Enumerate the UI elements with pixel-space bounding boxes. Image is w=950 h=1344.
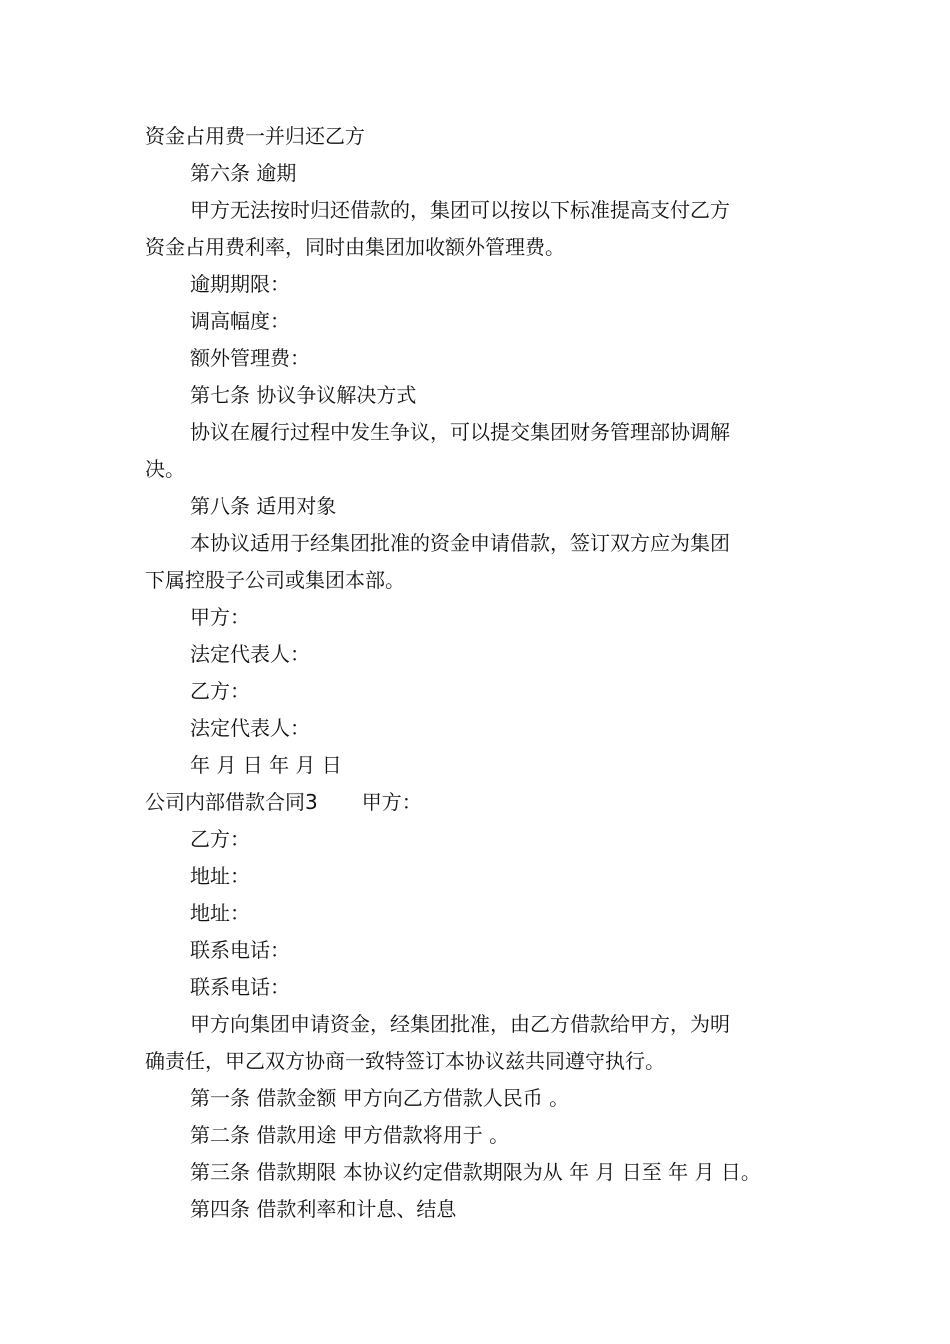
contract-section-new: [145, 821, 807, 1228]
party-a-label: 甲方：: [361, 790, 422, 814]
text-line: 资金占用费一并归还乙方: [145, 124, 365, 148]
text-line: 联系电话：: [190, 938, 290, 962]
text-line: 第二条 借款用途 甲方借款将用于 。: [190, 1123, 510, 1147]
text-line: 第八条 适用对象: [190, 494, 337, 518]
text-line: 下属控股子公司或集团本部。: [145, 568, 405, 592]
text-line: 法定代表人：: [190, 642, 310, 666]
text-line: 甲方无法按时归还借款的，集团可以按以下标准提高支付乙方: [190, 198, 730, 222]
text-line: 年 月 日 年 月 日: [190, 753, 342, 777]
text-line: 法定代表人：: [190, 716, 310, 740]
text-line: 第三条 借款期限 本协议约定借款期限为从 年 月 日至 年 月 日。: [190, 1160, 761, 1184]
text-line: 甲方向集团申请资金，经集团批准，由乙方借款给甲方，为明: [190, 1012, 730, 1036]
contract-heading: [145, 784, 807, 821]
text-line: 第七条 协议争议解决方式: [190, 383, 417, 407]
text-line: 调高幅度：: [190, 309, 290, 333]
text-line: 联系电话：: [190, 975, 290, 999]
text-line: 协议在履行过程中发生争议，可以提交集团财务管理部协调解: [190, 420, 730, 444]
text-line: 确责任，甲乙双方协商一致特签订本协议兹共同遵守执行。: [145, 1049, 665, 1073]
text-line: 本协议适用于经集团批准的资金申请借款，签订双方应为集团: [190, 531, 730, 555]
contract-title: 公司内部借款合同3: [145, 790, 318, 814]
text-line: 第四条 借款利率和计息、结息: [190, 1197, 457, 1221]
text-line: 第一条 借款金额 甲方向乙方借款人民币 。: [190, 1086, 570, 1110]
text-line: 乙方：: [190, 679, 250, 703]
text-line: 地址：: [190, 901, 250, 925]
text-line: 第六条 逾期: [190, 161, 297, 185]
text-line: 资金占用费利率，同时由集团加收额外管理费。: [145, 235, 565, 259]
text-line: 额外管理费：: [190, 346, 310, 370]
text-line: 乙方：: [190, 827, 250, 851]
text-line: 地址：: [190, 864, 250, 888]
text-line: 逾期期限：: [190, 272, 290, 296]
text-line: 甲方：: [190, 605, 250, 629]
contract-section-previous: [145, 118, 807, 784]
document-body: [145, 118, 807, 1228]
text-line: 决。: [145, 457, 185, 481]
